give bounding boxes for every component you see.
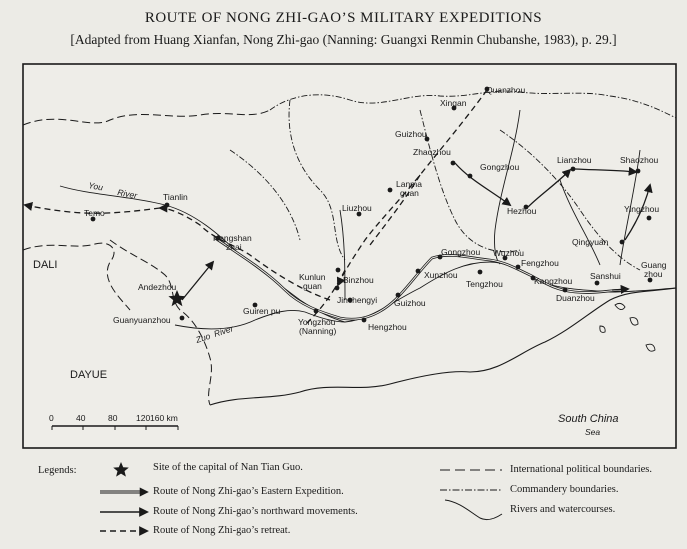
label-yingzhou: Yingzhou bbox=[624, 204, 660, 214]
scale-tick-160: 160 km bbox=[150, 413, 178, 423]
label-hezhou: Hezhou bbox=[507, 206, 537, 216]
label-fengzhou: Fengzhou bbox=[521, 258, 559, 268]
label-zhaozhou: Zhaozhou bbox=[413, 147, 451, 157]
label-yongzhou-2: (Nanning) bbox=[299, 326, 337, 336]
label-gongzhou-n: Gongzhou bbox=[480, 162, 520, 172]
map-subtitle: [Adapted from Huang Xianfan, Nong Zhi-gao (Nanning: Guangxi Renmin Chubanshe, 1983), p. 29.] bbox=[70, 32, 617, 47]
scale-tick-80: 80 bbox=[108, 413, 118, 423]
label-guirenpu: Guiren pu bbox=[243, 306, 281, 316]
legend-heading: Legends: bbox=[38, 465, 77, 476]
legend-star-icon bbox=[113, 462, 129, 477]
sea-label-2: Sea bbox=[585, 427, 601, 437]
river-zuo-2: River bbox=[212, 323, 235, 339]
label-yongzhou-1: Yongzhou bbox=[298, 317, 336, 327]
label-guizhou-s: Guizhou bbox=[394, 298, 426, 308]
label-lanma-2: guan bbox=[400, 188, 419, 198]
label-tianlin: Tianlin bbox=[163, 192, 188, 202]
river-zuo-1: Zuo bbox=[194, 330, 212, 345]
label-gongzhou-s: Gongzhou bbox=[441, 247, 481, 257]
map-frame bbox=[23, 64, 676, 448]
label-kangzhou: Kangzhou bbox=[534, 276, 573, 286]
label-quanzhou: Quanzhou bbox=[486, 85, 526, 95]
label-kunlun-1: Kunlun bbox=[299, 272, 326, 282]
label-temo: Temo bbox=[84, 208, 105, 218]
scale-tick-0: 0 bbox=[49, 413, 54, 423]
map-title: ROUTE OF NONG ZHI-GAO’S MILITARY EXPEDITIONS bbox=[144, 10, 543, 26]
label-sanshui: Sanshui bbox=[590, 271, 621, 281]
region-dayue: DAYUE bbox=[70, 369, 108, 381]
label-tengzhou: Tengzhou bbox=[466, 279, 503, 289]
label-jinchengyi: Jinchengyi bbox=[337, 295, 378, 305]
label-duanzhou: Duanzhou bbox=[556, 293, 595, 303]
label-lanma-1: Lanma bbox=[396, 179, 422, 189]
label-lianzhou: Lianzhou bbox=[557, 155, 592, 165]
river-you-1: You bbox=[87, 180, 104, 193]
legend-commandery-text: Commandery boundaries. bbox=[510, 484, 619, 495]
label-andezhou: Andezhou bbox=[138, 282, 177, 292]
label-guanyuanzhou: Guanyuanzhou bbox=[113, 315, 171, 325]
label-guangzhou-2: zhou bbox=[644, 269, 663, 279]
label-guangzhou-1: Guang bbox=[641, 260, 667, 270]
label-xunzhou: Xunzhou bbox=[424, 270, 458, 280]
legend-intl-text: International political boundaries. bbox=[510, 464, 652, 475]
region-dali: DALI bbox=[33, 259, 58, 271]
sea-label-1: South China bbox=[558, 413, 619, 425]
legend-river-symbol bbox=[445, 500, 502, 520]
legend-rivers-text: Rivers and watercourses. bbox=[510, 504, 616, 515]
label-hengzhou: Hengzhou bbox=[368, 322, 407, 332]
scale-tick-40: 40 bbox=[76, 413, 86, 423]
river-you-2: River bbox=[116, 187, 138, 201]
label-guizhou-n: Guizhou bbox=[395, 129, 427, 139]
label-qingyuan: Qingyuan bbox=[572, 237, 609, 247]
label-liuzhou: Liuzhou bbox=[342, 203, 372, 213]
label-hengshan-1: Hengshan bbox=[213, 233, 252, 243]
label-binzhou: Binzhou bbox=[343, 275, 374, 285]
legend-capital-text: Site of the capital of Nan Tian Guo. bbox=[153, 462, 303, 473]
legend-eastern-text: Route of Nong Zhi-gao’s Eastern Expedition. bbox=[153, 486, 344, 497]
legend-northward-text: Route of Nong Zhi-gao’s northward movements. bbox=[153, 506, 358, 517]
label-hengshan-2: zhai bbox=[226, 242, 242, 252]
legend-retreat-text: Route of Nong Zhi-gao’s retreat. bbox=[153, 525, 291, 536]
label-xingan: Xingan bbox=[440, 98, 467, 108]
scale-tick-120: 120 bbox=[136, 413, 151, 423]
label-shaozhou: Shaozhou bbox=[620, 155, 659, 165]
label-kunlun-2: guan bbox=[303, 281, 322, 291]
label-wuzhou: Wuzhou bbox=[493, 248, 525, 258]
